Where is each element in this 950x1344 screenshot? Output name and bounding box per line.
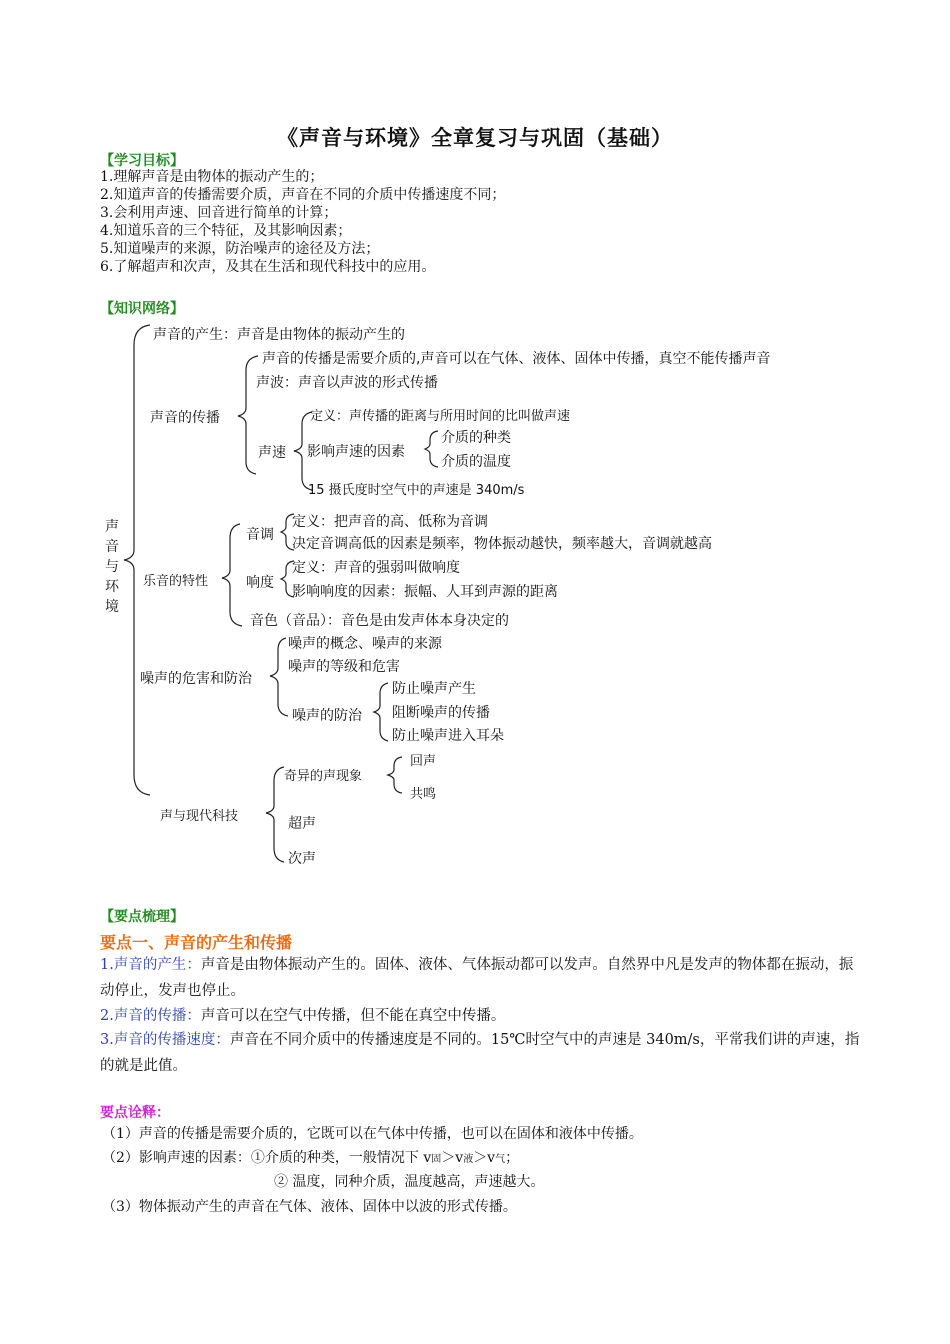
point-text: 声音可以在空气中传播，但不能在真空中传播。 [200,1008,506,1024]
note-item: （1）声音的传播是需要介质的，它既可以在气体中传播，也可以在固体和液体中传播。 [102,1126,643,1142]
point-label: 2.声音的传播： [100,1008,201,1024]
note-item: ② 温度，同种介质，温度越高，声速越大。 [274,1174,545,1190]
goal-item: 2.知道声音的传播需要介质，声音在不同的介质中传播速度不同； [100,187,506,203]
node-resonance: 共鸣 [410,787,437,802]
network-root-char: 境 [105,599,119,615]
point-label: 1.声音的产生： [100,957,201,973]
goal-item: 5.知道噪声的来源，防治噪声的途径及方法； [100,241,380,257]
node-prevention-item: 防止噪声产生 [392,681,476,697]
network-root-char: 声 [105,519,119,535]
node-noise-prevention: 噪声的防治 [292,708,362,724]
node-tech: 声与现代科技 [160,809,239,824]
node-pitch-item: 决定音调高低的因素是频率，物体振动越快，频率越大，音调就越高 [292,536,712,552]
page-title: 《声音与环境》全章复习与巩固（基础） [277,125,673,150]
network-root-char: 音 [105,539,119,555]
goal-item: 3.会利用声速、回音进行简单的计算； [100,205,338,221]
node-prevention-item: 防止噪声进入耳朵 [392,728,504,744]
point-label: 3.声音的传播速度： [100,1032,230,1048]
point-paragraph [100,1027,860,1079]
node-echo: 回声 [410,754,437,769]
node-speed-value: 15 摄氏度时空气中的声速是 340m/s [308,483,525,498]
node-speed-definition: 定义：声传播的距离与所用时间的比叫做声速 [310,409,571,424]
node-loudness-item: 影响响度的因素：振幅、人耳到声源的距离 [292,584,558,600]
node-wave: 声波：声音以声波的形式传播 [256,375,438,391]
explain-title: 要点诠释： [100,1105,170,1121]
goal-item: 1.理解声音是由物体的振动产生的； [100,169,324,185]
node-production: 声音的产生：声音是由物体的振动产生的 [153,327,405,343]
node-loudness: 响度 [246,575,274,591]
node-pitch-item: 定义：把声音的高、低称为音调 [292,514,488,530]
network-root-char: 与 [105,559,119,575]
note-item: （2）影响声速的因素：①介质的种类，一般情况下 v固＞v液＞v气； [102,1150,520,1166]
node-prevention-item: 阻断噪声的传播 [392,705,490,721]
node-speed: 声速 [258,445,286,461]
node-speed-factors: 影响声速的因素 [307,444,405,460]
network-root-char: 环 [105,579,119,595]
node-musical: 乐音的特性 [143,574,209,589]
node-propagation: 声音的传播 [150,410,220,426]
point-paragraph [100,952,860,1004]
point1-title: 要点一、声音的产生和传播 [100,933,293,952]
node-strange: 奇异的声现象 [284,769,363,784]
node-factor: 介质的温度 [441,454,511,470]
node-ultrasound: 超声 [288,816,316,832]
goal-item: 6.了解超声和次声，及其在生活和现代科技中的应用。 [100,259,436,275]
node-noise: 噪声的危害和防治 [140,671,252,687]
node-pitch: 音调 [246,527,274,543]
note-item: （3）物体振动产生的声音在气体、液体、固体中以波的形式传播。 [102,1199,517,1215]
node-infrasound: 次声 [288,851,316,867]
point-text: 声音在不同介质中的传播速度是不同的。15℃时空气中的声速是 340m/s，平常我们讲的声速，指的就是此值。 [100,1032,860,1074]
point-text: 声音是由物体振动产生的。固体、液体、气体振动都可以发声。自然界中凡是发声的物体都在振动，振动停止，发声也停止。 [100,957,854,999]
node-factor: 介质的种类 [441,430,511,446]
point-paragraph [100,1003,860,1029]
node-loudness-item: 定义：声音的强弱叫做响度 [292,560,460,576]
goal-item: 4.知道乐音的三个特征，及其影响因素； [100,223,352,239]
node-medium: 声音的传播是需要介质的,声音可以在气体、液体、固体中传播，真空不能传播声音 [262,351,771,367]
node-noise-concept: 噪声的概念、噪声的来源 [288,636,442,652]
goals-heading: 【学习目标】 [100,153,184,169]
node-noise-level: 噪声的等级和危害 [288,659,400,675]
node-timbre: 音色（音品）：音色是由发声体本身决定的 [250,613,509,629]
network-heading: 【知识网络】 [100,301,184,317]
points-heading: 【要点梳理】 [100,909,184,925]
